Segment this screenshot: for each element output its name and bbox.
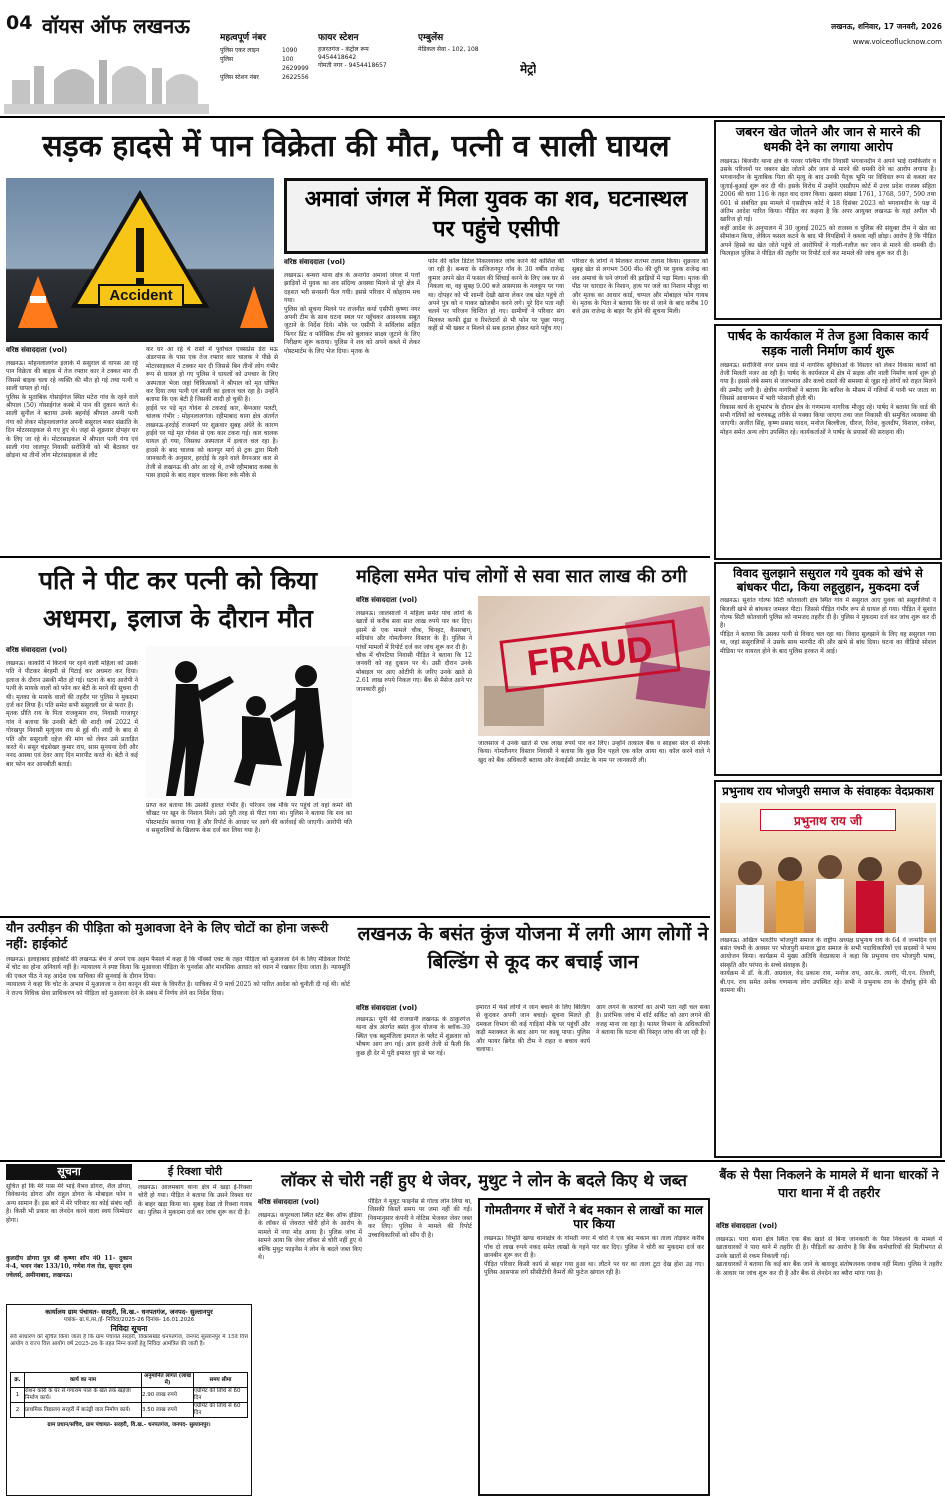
a8-body-col1: लखनऊ। यूपी की राजधानी लखनऊ के ठाकुरगंज थाना क्षेत्र अंतर्गत बसंत कुंज योजना के ब्लॉक-39 स्थित एक बहुमंजिला इमारत के फ्लैट में शुक्रवार को भीषण आग लग गई। आग इतनी तेजी से फैली कि कुछ ही देर में पूरी इमारत धुएं से भर गई। [356,1016,470,1057]
tender-intro: सर्व साधारण को सूचित किया जाता है कि ग्राम पंचायत सरहरी, विकासखंड धनपतगंज, जनपद सुल्तानपुर में 15वें वित्त आयोग व राज्य वित्त आयोग वर्ष 2025-26 के तहत निम्न कार्यों हेतु निविदा आमंत्रित की जाती है। [10,1334,248,1347]
a8-body-col3: आग लगने के कारणों का अभी पता नहीं चल सका है। प्रारंभिक जांच में शॉर्ट सर्किट को आग लगने की वजह माना जा रहा है। फायर विभाग के अधिकारियों ने बताया कि घटना की विस्तृत जांच की जा रही है। [596,1004,710,1037]
page-number: 04 [6,12,33,34]
a10-box: प्रभुनाथ राय भोजपुरी समाज के संवाहकः वेदप्रकाश प्रभुनाथ राय जी लखनऊ। अखिल भारतीय भोजपुरी समाज के राष्ट्रीय अध्यक्ष प्रभुनाथ राय के 64 वें जन्मदिन एवं बसंत पंचमी के अवसर पर भोजपुरी समाज द्वारा समाज के सभी पदाधिकारियों एवं सदस्यों ने भव्य आयोजन किया। कार्यक्रम में मुख्य अतिथि वेदप्रकाश ने कहा कि प्रभुनाथ राय भोजपुरी भाषा, संस्कृति और परंपरा के सच्चे संवाहक हैं। कार्यक्रम में डॉ. के.वी. अग्रवाल, वेद प्रकाश राय, मनोज राय, आर.के. त्यागी, पी.एन. तिवारी, बी.एन. राय समेत अनेक गणमान्य लोग उपस्थित रहे। सभी ने प्रभुनाथ राय के दीर्घायु होने की कामना की। [714,780,942,1158]
tender-subheading: निविदा सूचना [110,1324,148,1333]
notice-heading: सूचना [6,1164,132,1180]
a13-box: गोमतीनगर में चोरों ने बंद मकान से लाखों का माल पार किया लखनऊ। विभूति खण्ड थानाक्षेत्र के गोमती नगर में चोरों ने एक बंद मकान का ताला तोड़कर करीब पाँच दो लाख रुपये नकद समेत लाखों के गहने पार कर दिए। पुलिस ने चोरी का मुकदमा दर्ज कर छानबीन शुरू कर दी है। पीड़ित परिवार किसी कार्य से बाहर गया हुआ था। लौटने पर घर का ताला टूटा देख होश उड़ गए। पुलिस आसपास लगे सीसीटीवी कैमरों की फुटेज खंगाल रही है। [478,1198,710,1496]
a2-body-col3: परिवार के लोगों ने मिलकर रातभर तलाश किया। शुक्रवार को सुबह खेत से लगभग 500 मीo की दूरी पर युवक राजेन्द्र का शव अमावां के घने जंगलों की झाड़ियों में पड़ा मिला। मृतक की पीठ पर धारदार के निशान, हाथ पर जले का निशान मौजूद था और मृतक का आधार कार्ड, चप्पल और मोबाइल फोन गायब थे। मृतक के पिता ने बताया कि घर से जाने के बाद करीब 10 बजे उस राजेन्द्र के बाहर पैर होने की सूचना मिली। [572,258,708,316]
headline-locker-theft: लॉकर से चोरी नहीं हुए थे जेवर, मुथुट ने लोन के बदले किए थे जब्त [281,1171,687,1190]
a8-body-col2: इमारत में फंसे लोगों ने जान बचाने के लिए बिल्डिंग से कूदकर अपनी जान बचाई। सूचना मिलते ही दमकल विभाग की कई गाड़ियां मौके पर पहुंचीं और कड़ी मशक्कत के बाद आग पर काबू पाया। पुलिस और फायर ब्रिगेड की टीम ने राहत व बचाव कार्य चलाया। [476,1004,590,1054]
a7-box: यौन उत्पीड़न की पीड़िता को मुआवजा देने के लिए चोटों का होना जरूरी नहीं: हाईकोर्ट लखनऊ। इलाहाबाद हाईकोर्ट की लखनऊ बेंच ने अपने एक अहम फैसले में कहा है कि पॉक्सो एक्ट के तहत पीड़िता को मुआवजा देने के लिए मेडिकल रिपोर्ट में चोट का होना अनिवार्य नहीं है। न्यायालय ने स्पष्ट किया कि मुआवजा पीड़िता के पुनर्वास और मानसिक आघात को ध्यान में रखकर दिया जाता है। न्यायमूर्ति की एकल पीठ ने यह आदेश एक याचिका की सुनवाई के दौरान दिया। न्यायालय ने कहा कि चोट के अभाव में मुआवजा न देना कानून की मंशा के विपरीत है। याचिका में 9 मार्च 2025 को पारित आदेश को चुनौती दी गई थी। कोर्ट ने राज्य विधिक सेवा प्राधिकरण को पीड़िता को मुआवजा देने के संबंध में निर्णय लेने का निर्देश दिया। [6,920,350,997]
notice-text: सूचित हो कि मेरे पास मेरे भाई वैभव डोगरा, शैल डोगरा, विवेकानंद डोगरा और राहुल डोगरा के मोबाइल फोन व अन्य सामान हैं। इस बारे में मेरे परिवार का कोई संबंध नहीं है। किसी भी प्रकार का लेनदेन करने वाला स्वयं जिम्मेदार होगा। [6,1183,132,1224]
divider-row3 [0,1160,945,1162]
a2-body-col1: लखनऊ। बन्थरा थाना क्षेत्र के अन्तर्गत अमावां जंगल में पत्तों झाड़ियों में युवक का शव संदिग्ध अवस्था मिलने से पूरे क्षेत्र में दहशत भरी सनसनी फैल गयी। इससे परिवार में कोहराम मच गया। पुलिस को सूचना मिलने पर राजनीत कर्या एसीपी कृष्णा नगर अपनी टीम के साथ घटना स्थल पर पहुँचकर आवश्यक सबूत जुटाने के निर्देश दिये। मौके पर एसीपी ने सर्विलांस सहित फिंगर प्रिंट व फॉरेंसिक टीम को बुलाकर साक्ष्य जुटाने के लिए निरीक्षण शुरू कराया। पुलिस ने शव को अपने कब्जे में लेकर पोस्टमार्टम के लिए भेज दिया। मृतक के [284,272,420,355]
headline-husband-beats-wife: पति ने पीट कर पत्नी को किया अधमरा, इलाज के दौरान मौत [38,566,318,633]
headline-field-threat: जबरन खेत जोतने और जान से मारने की धमकी देने का लगाया आरोप [735,124,921,154]
a1-byline: वरिष्ठ संवाददाता (vol) [6,346,68,354]
headline-development-work: पार्षद के कार्यकाल में तेज हुआ विकास कार्य सड़क नाली निर्माण कार्य शुरू [727,328,929,358]
section-name: मेट्रो [520,62,537,76]
a5-byline: वरिष्ठ संवाददाता (vol) [6,646,68,654]
event-banner-text: प्रभुनाथ राय जी [760,809,896,831]
headline-basant-kunj-fire: लखनऊ के बसंत कुंज योजना में लगी आग लोगों ने बिल्डिंग से कूद कर बचाई जान [357,923,709,973]
bhojpuri-samaj-event-photo [720,803,936,933]
a3-box: जबरन खेत जोतने और जान से मारने की धमकी देने का लगाया आरोप लखनऊ। बिजनौर थाना क्षेत्र के परवर पश्चिम गाँव निवासी भगवानदीन ने अपने भाई रामकिशोर व उसके परिजनों पर जबरन खेत जोतने और जान से मारने की धमकी देने का आरोप लगाया है। भगवानदीन के मुताबिक पिता की मृत्यु के बाद उनकी पैतृक भूमि पर विधिवत रूप से कब्जा कर जुताई-बुआई शुरू कर दी थी। इसके विरोध में उन्होंने एसडीएम कोर्ट में उत्तर प्रदेश राजस्व संहिता 2006 की धारा 116 के तहत वाद दायर किया। खसरा संख्या 1761, 1768, 597, 590 तथा 601 से संबंधित इस मामले में एसडीएम कोर्ट ने 18 दिसंबर 2023 को भगवानदीन के पक्ष में अंतिम आदेश पारित किया। पीड़ित का कहना है कि अपर आयुक्त लखनऊ के यहां अपील भी खारिज हो गई। कहीं आदेश के अनुपालन में 30 जुलाई 2025 को राजस्व व पुलिस की संयुक्त टीम ने खेत का सीमांकन किया, लेकिन फसल कटने के बाद भी विपक्षियों ने कब्जा नहीं छोड़ा। आरोप है कि पीड़ित अपने हिस्से का खेत जोते पहुंचे तो आरोपियों ने गाली-गलौज कर जान से मारने की धमकी दी। फिलहाल पुलिस ने पीड़ित की तहरीर पर रिपोर्ट दर्ज कर मामले की जांच शुरू कर दी है। [714,120,942,320]
dateline: लखनऊ, शनिवार, 17 जनवरी, 2026 [831,22,942,31]
headline-highcourt-compensation: यौन उत्पीड़न की पीड़िता को मुआवजा देने के लिए चोटों का होना जरूरी नहीं: हाईकोर्ट [6,920,329,951]
website-url: www.voiceoflucknow.com [852,38,942,46]
headline-fraud: महिला समेत पांच लोगों से सवा सात लाख की ठगी [356,566,687,587]
headline-tied-to-pole: विवाद सुलझाने ससुराल गये युवक को खंभे से बांधकर पीटा, किया लहूलुहान, मुकदमा दर्ज [733,566,923,594]
erickshaw-text: लखनऊ। आलमबाग थाना क्षेत्र में खड़ा ई-रिक्शा चोरी हो गया। पीड़ित ने बताया कि उसने रिक्शा घर के बाहर खड़ा किया था। सुबह देखा तो रिक्शा गायब था। पुलिस ने मुकदमा दर्ज कर जांच शुरू कर दी है। [138,1184,252,1217]
a6-body-col1: लखनऊ। जालसाजों ने महिला समेत पांच लोगों के खातों से करीब सवा सात लाख रुपये पार कर दिए। इसमें से एक मामले चौक, चिनहट, कैसरबाग, मदियांव और गोमतीनगर विस्तार के हैं। पुलिस ने पांचों मामलों में रिपोर्ट दर्ज कर जांच शुरू कर दी है। चौक में चौपटिया निवासी पीड़ित ने बताया कि 12 जनवरी को वह दुकान पर थे। उसी दौरान उनके मोबाइल पर आए ओटीपी के जरिए उनके खाते से 2.61 लाख रुपये निकल गए। बैंक से मैसेज आने पर जानकारी हुई। [356,610,472,693]
table-row: 1 रोशन कोरी के घर से गंगाराम पाल के खेत तक खड़ंजा निर्माण कार्य। 2.90 लाख रुपये एग्रीमेंट की तिथि से 60 दिन [11,1388,248,1403]
erickshaw-heading: ई रिक्शा चोरी [138,1164,252,1181]
notice-signature: कुलदीप डोगरा पुत्र श्री कृष्णा शॉप नं0 11- दुकान नं-4, भवन नंबर 133/10, गणेश गंज रोड, सुन्दर दृश्य ज्वेलर्स, अमीनाबाद, लखनऊ। [6,1255,132,1279]
tender-notice [6,1304,252,1496]
divider-row2 [0,916,710,918]
a9-box: विवाद सुलझाने ससुराल गये युवक को खंभे से बांधकर पीटा, किया लहूलुहान, मुकदमा दर्ज लखनऊ। सुशांत गोल्फ सिटी कोतवाली क्षेत्र स्थित गांव में ससुराल आए युवक को ससुरालियों ने बिजली खंभे से बांधकर जमकर पीटा। जिससे पीड़ित गंभीर रूप से घायल हो गया। पीड़ित ने सुशांत गोल्फ सिटी कोतवाली पुलिस को नामजद तहरीर दी है। पुलिस ने मुकदमा दर्ज कर जांच शुरू कर दी है। पीड़ित ने बताया कि उसका पत्नी से विवाद चल रहा था। विवाद सुलझाने के लिए वह ससुराल गया था, जहां ससुरालियों ने उसके साथ मारपीट की और खंभे से बांध दिया। घटना का वीडियो सोशल मीडिया पर वायरल होने के बाद पुलिस हरकत में आई। [714,562,942,776]
newspaper-title: वॉयस ऑफ लखनऊ [42,14,190,38]
fire-station-numbers: फायर स्टेशन हजरतगंज - कंट्रोल रूम 9454418642 गोमती नगर - 9454418657 [318,33,387,69]
tender-footer: ग्राम प्रधान/सचिव, ग्राम पंचायत- सरहरी, वि.ख.- धनपतगंज, जनपद- सुल्तानपुर। [47,1422,211,1428]
ambulance-numbers: एम्बुलेंस मेडिकल सेवा - 102, 108 [418,33,479,53]
headline-forest-body-found: अमावां जंगल में मिला युवक का शव, घटनास्थल पर पहुंचे एसीपी [304,187,688,242]
headline-gomtinagar-theft: गोमतीनगर में चोरों ने बंद मकान से लाखों का माल पार किया [485,1203,703,1232]
tender-office: कार्यालय ग्राम पंचायत- सरहरी, वि.ख.- धनपतगंज, जनपद- सुल्तानपुर [45,1308,213,1316]
a11-body: लखनऊ। पारा थाना क्षेत्र स्थित एक बैंक खाते से बिना जानकारी के पैसा निकलने के मामले में खाताधारकों ने पारा थाने में तहरीर दी है। पीड़ितों का आरोप है कि बैंक कर्मचारियों की मिलीभगत से उनके खातों से रकम निकाली गई। खाताधारकों ने बताया कि कई बार बैंक जाने के बावजूद संतोषजनक जवाब नहीं मिला। पुलिस ने तहरीर के आधार पर जांच शुरू कर दी है और बैंक से लेनदेन का ब्यौरा मांगा गया है। [716,1236,942,1277]
masthead [0,0,945,120]
notice-box [6,1164,132,1300]
accident-photo [6,178,274,342]
masthead-divider [0,116,945,118]
a6-byline: वरिष्ठ संवाददाता (vol) [356,596,418,604]
important-numbers-heading: महत्वपूर्ण नंबर [220,33,267,43]
a5-body-col2: प्राप्त कर बताया कि उसकी हालत गंभीर है। परिजन जब मौके पर पहुंचे तो वहां कमरे की चौखट पर खून के निशान मिले। उसे पूरी तरह से पीटा गया था। पुलिस ने बताया कि शव का पोस्टमार्टम कराया गया है और रिपोर्ट के आधार पर आगे की कार्रवाई की जाएगी। आरोपी पति व ससुरालियों के खिलाफ केस दर्ज कर लिया गया है। [146,802,352,835]
accident-sign-label: Accident [98,284,184,308]
a2-header-box [284,178,708,254]
a11-byline: वरिष्ठ संवाददाता (vol) [716,1222,778,1230]
skyline-illustration [4,46,209,114]
a8-byline: वरिष्ठ संवाददाता (vol) [356,1004,418,1012]
fraud-photo [478,596,710,736]
tender-table: क्र. कार्य का नाम अनुमानित लागत (लाख में) समय सीमा 1 रोशन कोरी के घर से गंगाराम पाल के खेत तक खड़ंजा निर्माण कार्य। 2.90 लाख रुपये एग्रीमेंट की तिथि से 60 दिन 2 प्राथमिक विद्यालय सरहरी में बाउंड्री वाल निर्माण कार्य। 3.50 लाख रुपये एग्रीमेंट की तिथि से 60 दिन [10,1372,248,1418]
erickshaw-box [138,1164,252,1300]
headline-prabhunath-rai: प्रभुनाथ राय भोजपुरी समाज के संवाहकः वेदप्रकाश [722,784,934,798]
a5-body-col1: लखनऊ। काकोरी में किराये पर रहने वाली महिला को उसके पति ने पीटकर बेरहमी से पिटाई कर अधमरा कर दिया। इलाज के दौरान उसकी मौत हो गई। घटना के बाद आरोपी ने पत्नी के मायके वालों को फोन कर बेटी के मरने की सूचना दी थी। मृतका के मायके वालों की तहरीर पर पुलिस ने मुकदमा दर्ज कर लिया है। पति समेत सभी ससुराली घर से फरार हैं। मृतक प्रीति राय के पिता राजकुमार राय, निवासी गाजापुर गांव ने बताया कि उनकी बेटी की शादी वर्ष 2022 में गोरखपुर निवासी मृत्युंजय राय से हुई थी। शादी के बाद से पति और ससुराली दहेज की मांग को लेकर उसे प्रताड़ित करते थे। ससुर चंद्रशेखर कुमार राय, सास सुनयना देवी और ननद आस्था एवं देवर आए दिन मारपीट करते थे। बेटी ने कई बार फोन कर आपबीती बताई। [6,660,138,768]
tender-ref: पत्रांक- ग्रा.पं./स./ई- निविदा/2025-26 दिनांक- 16.01.2026 [63,1317,195,1323]
important-numbers: महत्वपूर्ण नंबर पुलिस एकर लाइन 1090 पुलिस 100 2629999 पुलिस स्टेशन नंबर 2622556 [220,30,330,110]
a12-body-col2: पीड़ित ने मुथुट फाइनेंस से गोल्ड लोन लिया था, जिसकी किस्तें समय पर जमा नहीं की गईं। नियमानुसार कंपनी ने नोटिस भेजकर जेवर जब्त कर लिए। पुलिस ने मामले की रिपोर्ट उच्चाधिकारियों को सौंप दी है। [368,1198,472,1239]
headline-road-accident: सड़क हादसे में पान विक्रेता की मौत, पत्नी व साली घायल [42,129,670,164]
a4-box: पार्षद के कार्यकाल में तेज हुआ विकास कार्य सड़क नाली निर्माण कार्य शुरू लखनऊ। सरोजिनी नगर प्रथम वार्ड में नागरिक सुविधाओं के विस्तार को लेकर विकास कार्यों को तेजी मिलती नजर आ रही है। पार्षद के कार्यकाल में क्षेत्र में सड़क और नाली निर्माण कार्य शुरू हो गया है। इससे लंबे समय से जलभराव और कच्चे रास्तों की समस्या से जूझ रहे लोगों को राहत मिलने की उम्मीद जगी है। क्षेत्रीय नागरिकों ने बताया कि बारिश के मौसम में गलियों में पानी भर जाता था जिससे आवागमन में भारी परेशानी होती थी। विकास कार्य के शुभारंभ के दौरान क्षेत्र के गणमान्य नागरिक मौजूद रहे। पार्षद ने बताया कि वार्ड की सभी गलियों को चरणबद्ध तरीके से पक्का किया जाएगा तथा जल निकासी की समुचित व्यवस्था की जाएगी। अजीत सिंह, कृष्ण प्रसाद यादव, मनोज बिल्लीजा, धीरज, रितेश, कुलदीप, विशाल, राकेश, मोहन समेत अन्य लोग उपस्थित रहे। कार्यकर्ताओं ने पार्षद के प्रयासों की सराहना की। [714,324,942,560]
a6-body-col2: जालसाज ने उनके खाते से एक लाख रुपये पार कर लिए। उन्होंने तत्काल बैंक व साइबर सेल से संपर्क किया। गोमतीनगर विस्तार निवासी ने बताया कि कुछ दिन पहले एक कॉल आया था। कॉल करने वाले ने खुद को बैंक अधिकारी बताया और केवाईसी अपडेट के नाम पर जानकारी ली। [478,740,710,764]
a2-body-col2: फोन की कॉल डिटेल निकलवाकर जांच करने की कोशिश की जा रही है। बन्थरा के सजिजनपुर गाँव के 30 वर्षीय राजेन्द्र कुमार अपने खेत में फसल की सिंचाई करने के लिए जब घर से निकला था, वह सुबह 9.00 बजे आसपास के नलकूप पर गया था। दोपहर को भी शाम्नी देखी खाना लेकर जब खेत पहुंचे तो अपने पुत्र को न पाकर खोजबीन करने लगे। पूरे दिन पता नहीं चलने पर परिजन चिन्तित हो गए। ग्रामीणों ने परिवार संग मिलकर काफी ढूंढा व रिश्तेदारों से भी फोन पर पूछा परन्तु कहीं से भी खबर न मिलने से सब हताश होकर थाने पहुँच गए। [428,258,564,333]
fraud-stamp-label: FRAUD [499,619,680,692]
domestic-violence-illustration [146,646,352,798]
a12-byline: वरिष्ठ संवाददाता (vol) [258,1198,320,1206]
divider-row1 [0,556,710,558]
table-row: 2 प्राथमिक विद्यालय सरहरी में बाउंड्री वाल निर्माण कार्य। 3.50 लाख रुपये एग्रीमेंट की तिथि से 60 दिन [11,1403,248,1418]
headline-bank-withdrawal: बैंक से पैसा निकलने के मामले में थाना धारकों ने पारा थाना में दी तहरीर [719,1167,939,1200]
a1-body-col1: लखनऊ। मोहनलालगंज इलाके में ससुराल से वापस आ रहे पान विक्रेता की बाइक में तेज रफ्तार कार ने टक्कर मार दी जिससे बाइक चला रहे व्यक्ति की मौत हो गई तथा पत्नी व साली घायल हो गई। पुलिस के मुताबिक गोसाईगंज स्थित मटेरा गांव के रहने वाले श्रीपाल (50) गोसाईगंज कस्बे में पान की दुकान करते थे। साली सुनील ने बताया उनके बहनोई श्रीपाल अपनी पत्नी गंगा को लेकर मोहनलालगंज अपनी ससुराल मकर संक्रांति के दिन मोटरसाइकल से गए हुए थे। जहां से शुक्रवार दोपहर घर के लिए जा रहे थे। मोटरसाइकल में श्रीपाल पत्नी गंगा एवं साली गंगा जालपुर निवासी सरोजिनी को भी बैठाकर घर छोड़ना था तीनों लोग मोटरसाइकल से लौट [6,360,138,460]
a1-body-col2: कर घर आ रहे थे रास्ते में पूर्वांचल एक्सप्रेस डेरा मऊ अंडरपास के पास एक तेज रफ्तार कार चालक ने पीछे से मोटरसाइकल में टक्कर मार दी जिससे बिन तीनों लोग गंभीर रूप से घायल हो गए पुलिस ने घायलों को उपचार के लिए अस्पताल भेजा जहां चिकित्सकों ने श्रीपाल को मृत घोषित कर दिया तथा पत्नी एवं साली का इलाज चल रहा है। उन्होंने बताया कि एक बेटी है जिसकी शादी हो चुकी है। हाईवे पर पड़े मृत गोवंश से टकराई कार, बैग्नआर पलटी, चालक गंभीर : मोहनलालगंज। रहीमाबाद थाना क्षेत्र अंतर्गत लखनऊ-हरदोई राजमार्ग पर शुक्रवार सुबह अंधेरे के कारण हाईवे पर पड़े मृत गोवंश से एक कार टकरा गई। कार चालक घायल हो गया, जिसका अस्पताल में इलाज चल रहा है। हादसे के बाद चालक को कानपुर मार्ग से ट्रक द्वारा मिली जानकारी के अनुसार, हरदोई के रहने वाले वैगनआर कार से तेजी से लखनऊ की ओर आ रहे थे, तभी रहीमाबाद कस्बा के पास हादसे के बाद वाहन चालक बिना रुके मौके से [146,346,278,480]
a12-body-col1: लखनऊ। कपूरथला स्थित स्टेट बैंक ऑफ इंडिया के लॉकर से जेवरात चोरी होने के आरोप के मामले में नया मोड़ आया है। पुलिस जांच में सामने आया कि जेवर लॉकर से चोरी नहीं हुए थे बल्कि मुथुट फाइनेंस ने लोन के बदले जब्त किए थे। [258,1212,362,1262]
a2-byline: वरिष्ठ संवाददाता (vol) [284,258,346,266]
